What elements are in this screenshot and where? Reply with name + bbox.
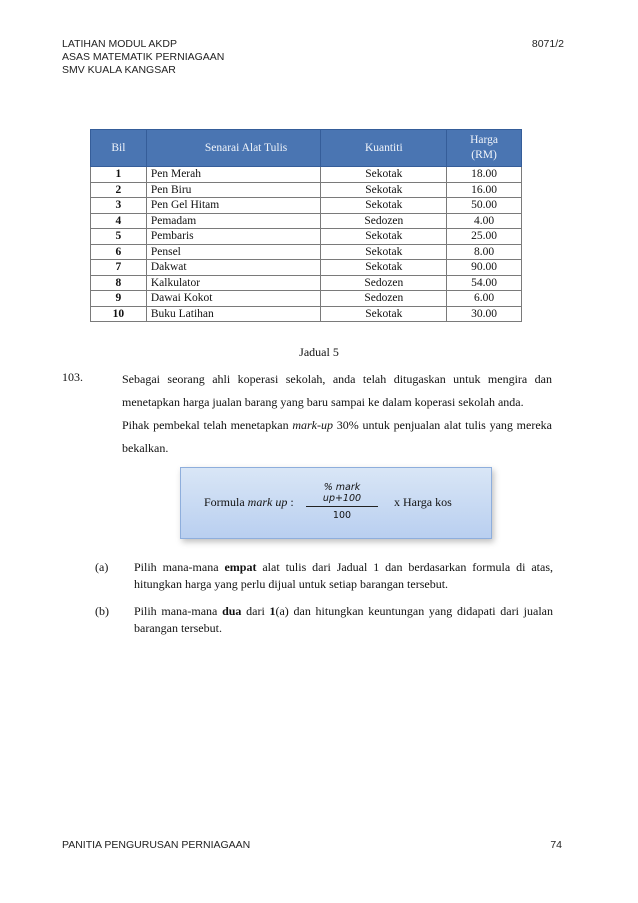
part-b-label: (b): [95, 604, 109, 618]
cell-item: Pembaris: [146, 229, 321, 245]
cell-price: 90.00: [447, 260, 522, 276]
cell-qty: Sekotak: [321, 198, 447, 214]
table-caption: Jadual 5: [299, 345, 339, 359]
cell-qty: Sekotak: [321, 244, 447, 260]
header-line-1: LATIHAN MODUL AKDP: [62, 38, 177, 50]
cell-bil: 7: [91, 260, 147, 276]
cell-item: Pensel: [146, 244, 321, 260]
table-row: [91, 182, 522, 198]
cell-price: 54.00: [447, 275, 522, 291]
cell-qty: Sekotak: [321, 167, 447, 183]
table-row: [91, 213, 522, 229]
formula-numerator: % mark up+100: [306, 482, 378, 507]
cell-bil: 6: [91, 244, 147, 260]
table-row: [91, 167, 522, 183]
cell-price: 4.00: [447, 213, 522, 229]
page-footer: PANITIA PENGURUSAN PERNIAGAAN: [62, 839, 251, 851]
cell-price: 16.00: [447, 182, 522, 198]
cell-item: Kalkulator: [146, 275, 321, 291]
formula-label: Formula mark up :: [204, 495, 294, 509]
col-header-price-unit: (RM): [471, 149, 497, 161]
col-header-qty: Kuantiti: [321, 130, 447, 167]
cell-bil: 9: [91, 291, 147, 307]
cell-item: Dawai Kokot: [146, 291, 321, 307]
cell-item: Pen Biru: [146, 182, 321, 198]
part-a: [95, 559, 553, 593]
cell-qty: Sekotak: [321, 229, 447, 245]
part-a-label: (a): [95, 560, 109, 574]
cell-bil: 3: [91, 198, 147, 214]
cell-item: Pen Merah: [146, 167, 321, 183]
paper-code: 8071/2: [531, 38, 564, 50]
cell-bil: 5: [91, 229, 147, 245]
cell-qty: Sedozen: [321, 275, 447, 291]
formula-tail: x Harga kos: [394, 495, 452, 509]
col-header-bil: Bil: [91, 130, 147, 167]
cell-bil: 4: [91, 213, 147, 229]
cell-item: Pemadam: [146, 213, 321, 229]
table-header-row: [91, 130, 522, 167]
col-header-price: [447, 130, 522, 167]
cell-qty: Sedozen: [321, 291, 447, 307]
cell-item: Dakwat: [146, 260, 321, 276]
col-header-price-label: Harga: [470, 134, 499, 146]
cell-bil: 10: [91, 306, 147, 322]
cell-price: 18.00: [447, 167, 522, 183]
cell-bil: 2: [91, 182, 147, 198]
part-b: [95, 603, 553, 637]
page-number: 74: [550, 839, 562, 851]
cell-price: 50.00: [447, 198, 522, 214]
table-row: [91, 291, 522, 307]
cell-qty: Sedozen: [321, 213, 447, 229]
cell-qty: Sekotak: [321, 306, 447, 322]
table-row: [91, 244, 522, 260]
question-number: 103.: [62, 370, 83, 384]
cell-item: Buku Latihan: [146, 306, 321, 322]
question-paragraph-1: Sebagai seorang ahli koperasi sekolah, anda telah ditugaskan untuk mengira dan menetapkan harga jualan barang yang baru sampai ke dalam koperasi sekolah anda.: [122, 372, 552, 409]
formula-fraction: [306, 482, 378, 521]
part-b-text: Pilih mana-mana dua dari 1(a) dan hitungkan keuntungan yang didapati dari jualan barangan tersebut.: [134, 604, 553, 635]
question-paragraph-2: Pihak pembekal telah menetapkan mark-up 30% untuk penjualan alat tulis yang mereka bekalkan.: [122, 418, 552, 455]
cell-item: Pen Gel Hitam: [146, 198, 321, 214]
cell-price: 8.00: [447, 244, 522, 260]
col-header-item: Senarai Alat Tulis: [146, 130, 321, 167]
cell-qty: Sekotak: [321, 260, 447, 276]
cell-bil: 8: [91, 275, 147, 291]
part-a-text: Pilih mana-mana empat alat tulis dari Jadual 1 dan berdasarkan formula di atas, hitungkan harga yang perlu dijual untuk setiap barangan tersebut.: [134, 560, 553, 591]
cell-price: 25.00: [447, 229, 522, 245]
cell-price: 6.00: [447, 291, 522, 307]
cell-bil: 1: [91, 167, 147, 183]
question-text: [122, 368, 552, 460]
table-row: [91, 275, 522, 291]
stationery-table: [90, 129, 522, 322]
page-header: [62, 38, 224, 77]
header-line-2: ASAS MATEMATIK PERNIAGAAN: [62, 51, 225, 63]
table-row: [91, 229, 522, 245]
cell-price: 30.00: [447, 306, 522, 322]
header-line-3: SMV KUALA KANGSAR: [62, 64, 176, 76]
cell-qty: Sekotak: [321, 182, 447, 198]
table-row: [91, 198, 522, 214]
table-row: [91, 306, 522, 322]
formula-denominator: 100: [332, 510, 352, 521]
table-row: [91, 260, 522, 276]
markup-formula-box: [180, 467, 492, 539]
